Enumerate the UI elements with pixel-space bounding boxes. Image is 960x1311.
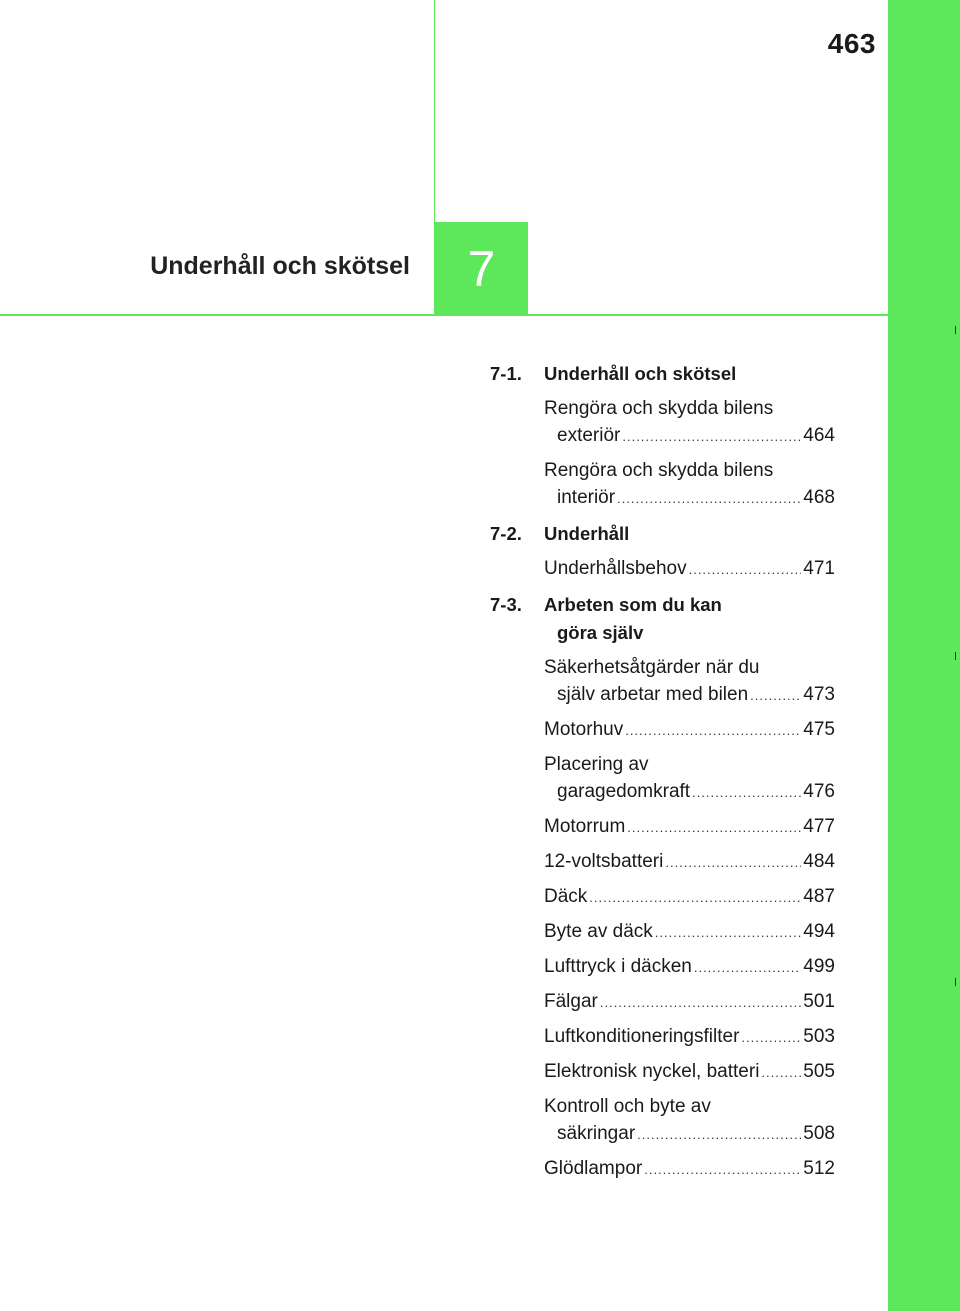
entry-page-number: 476: [803, 781, 835, 802]
entry-title-row: [544, 422, 835, 450]
toc-entry[interactable]: [544, 555, 835, 583]
section-title-continuation: göra själv: [557, 622, 644, 643]
entry-page-number: 473: [803, 684, 835, 705]
entry-page-number: 508: [803, 1123, 835, 1144]
dot-leader: [689, 556, 802, 583]
section-number: 7-3.: [490, 594, 522, 615]
table-of-contents: [490, 360, 835, 1183]
toc-entry[interactable]: [544, 988, 835, 1016]
toc-entry[interactable]: [544, 751, 835, 806]
entry-title: interiör: [557, 487, 616, 508]
chapter-number: 7: [467, 240, 496, 297]
dot-leader: [637, 1121, 801, 1148]
chapter-number-box: [435, 222, 528, 315]
entry-page-number: 477: [803, 816, 835, 837]
toc-entry[interactable]: [544, 1023, 835, 1051]
dot-leader: [622, 423, 801, 450]
entry-title: Däck: [544, 886, 588, 907]
dot-leader: [625, 717, 801, 744]
entry-page-number: 505: [803, 1061, 835, 1082]
section-title-line: Underhåll: [544, 523, 630, 544]
dot-leader: [665, 849, 801, 876]
entry-title: Glödlampor: [544, 1158, 643, 1179]
entry-title: Motorhuv: [544, 719, 624, 740]
entry-title: Motorrum: [544, 816, 626, 837]
entry-page-number: 487: [803, 886, 835, 907]
dot-leader: [600, 989, 801, 1016]
section-title-line: Underhåll och skötsel: [544, 363, 737, 384]
section-title: [544, 360, 835, 388]
toc-entry[interactable]: [544, 1093, 835, 1148]
section-number: 7-1.: [490, 363, 522, 384]
page-number: 463: [827, 28, 876, 59]
toc-section-heading: [490, 591, 835, 647]
section-title: [544, 520, 835, 548]
dot-leader: [617, 485, 801, 512]
entry-title: Luftkonditioneringsfilter: [544, 1026, 740, 1047]
entry-title-row: [544, 716, 835, 744]
dot-leader: [741, 1024, 801, 1051]
margin-tick: [955, 652, 956, 660]
entry-title-row: [544, 1120, 835, 1148]
margin-tick: [955, 978, 956, 986]
entry-page-number: 484: [803, 851, 835, 872]
dot-leader: [692, 779, 801, 806]
entry-title-line: Säkerhetsåtgärder när du: [544, 657, 760, 678]
entry-title-line: Rengöra och skydda bilens: [544, 460, 774, 481]
toc-entry[interactable]: [544, 395, 835, 450]
dot-leader: [589, 884, 801, 911]
entry-page-number: 475: [803, 719, 835, 740]
entry-title: 12-voltsbatteri: [544, 851, 664, 872]
entry-title-row: [544, 1058, 835, 1086]
entry-title-row: [544, 988, 835, 1016]
toc-entry[interactable]: [544, 848, 835, 876]
entry-title-row: [544, 555, 835, 583]
chapter-title: Underhåll och skötsel: [150, 252, 410, 280]
entry-page-number: 512: [803, 1158, 835, 1179]
toc-entry[interactable]: [544, 1155, 835, 1183]
entry-title: Elektronisk nyckel, batteri: [544, 1061, 760, 1082]
dot-leader: [644, 1156, 801, 1183]
entry-title: säkringar: [557, 1123, 636, 1144]
toc-entry[interactable]: [544, 654, 835, 709]
entry-title-row: [544, 918, 835, 946]
entry-title: själv arbetar med bilen: [557, 684, 749, 705]
entry-title-row: [544, 953, 835, 981]
dot-leader: [750, 682, 801, 709]
entry-title: garagedomkraft: [557, 781, 691, 802]
entry-page-number: 503: [803, 1026, 835, 1047]
entry-page-number: 499: [803, 956, 835, 977]
toc-section-heading: [490, 360, 835, 388]
toc-entry[interactable]: [544, 457, 835, 512]
entry-title-row: [544, 1023, 835, 1051]
toc-entry[interactable]: [544, 953, 835, 981]
toc-section-heading: [490, 520, 835, 548]
entry-title-line: Rengöra och skydda bilens: [544, 398, 774, 419]
toc-entry[interactable]: [544, 1058, 835, 1086]
entry-title-row: [544, 883, 835, 911]
dot-leader: [627, 814, 801, 841]
entry-title-row: [544, 813, 835, 841]
entry-title-row: [544, 778, 835, 806]
entry-title-row: [544, 681, 835, 709]
entry-page-number: 471: [803, 558, 835, 579]
entry-title-row: [544, 848, 835, 876]
section-title-line: Arbeten som du kan: [544, 594, 722, 615]
section-number: 7-2.: [490, 523, 522, 544]
section-title: [544, 591, 835, 647]
dot-leader: [694, 954, 801, 981]
entry-title: exteriör: [557, 425, 621, 446]
margin-tick: [955, 326, 956, 334]
dot-leader: [761, 1059, 801, 1086]
chapter-side-tab: [888, 0, 960, 1311]
entry-title: Underhållsbehov: [544, 558, 687, 579]
entry-page-number: 464: [803, 425, 835, 446]
entry-title-line: Placering av: [544, 754, 649, 775]
toc-entry[interactable]: [544, 716, 835, 744]
toc-entry[interactable]: [544, 813, 835, 841]
entry-title-row: [544, 1155, 835, 1183]
entry-title: Fälgar: [544, 991, 598, 1012]
entry-page-number: 468: [803, 487, 835, 508]
dot-leader: [655, 919, 802, 946]
toc-entry[interactable]: [544, 883, 835, 911]
toc-entry[interactable]: [544, 918, 835, 946]
entry-title: Byte av däck: [544, 921, 653, 942]
entry-title: Lufttryck i däcken: [544, 956, 692, 977]
entry-title-line: Kontroll och byte av: [544, 1096, 711, 1117]
entry-title-row: [544, 484, 835, 512]
entry-page-number: 494: [803, 921, 835, 942]
entry-page-number: 501: [803, 991, 835, 1012]
